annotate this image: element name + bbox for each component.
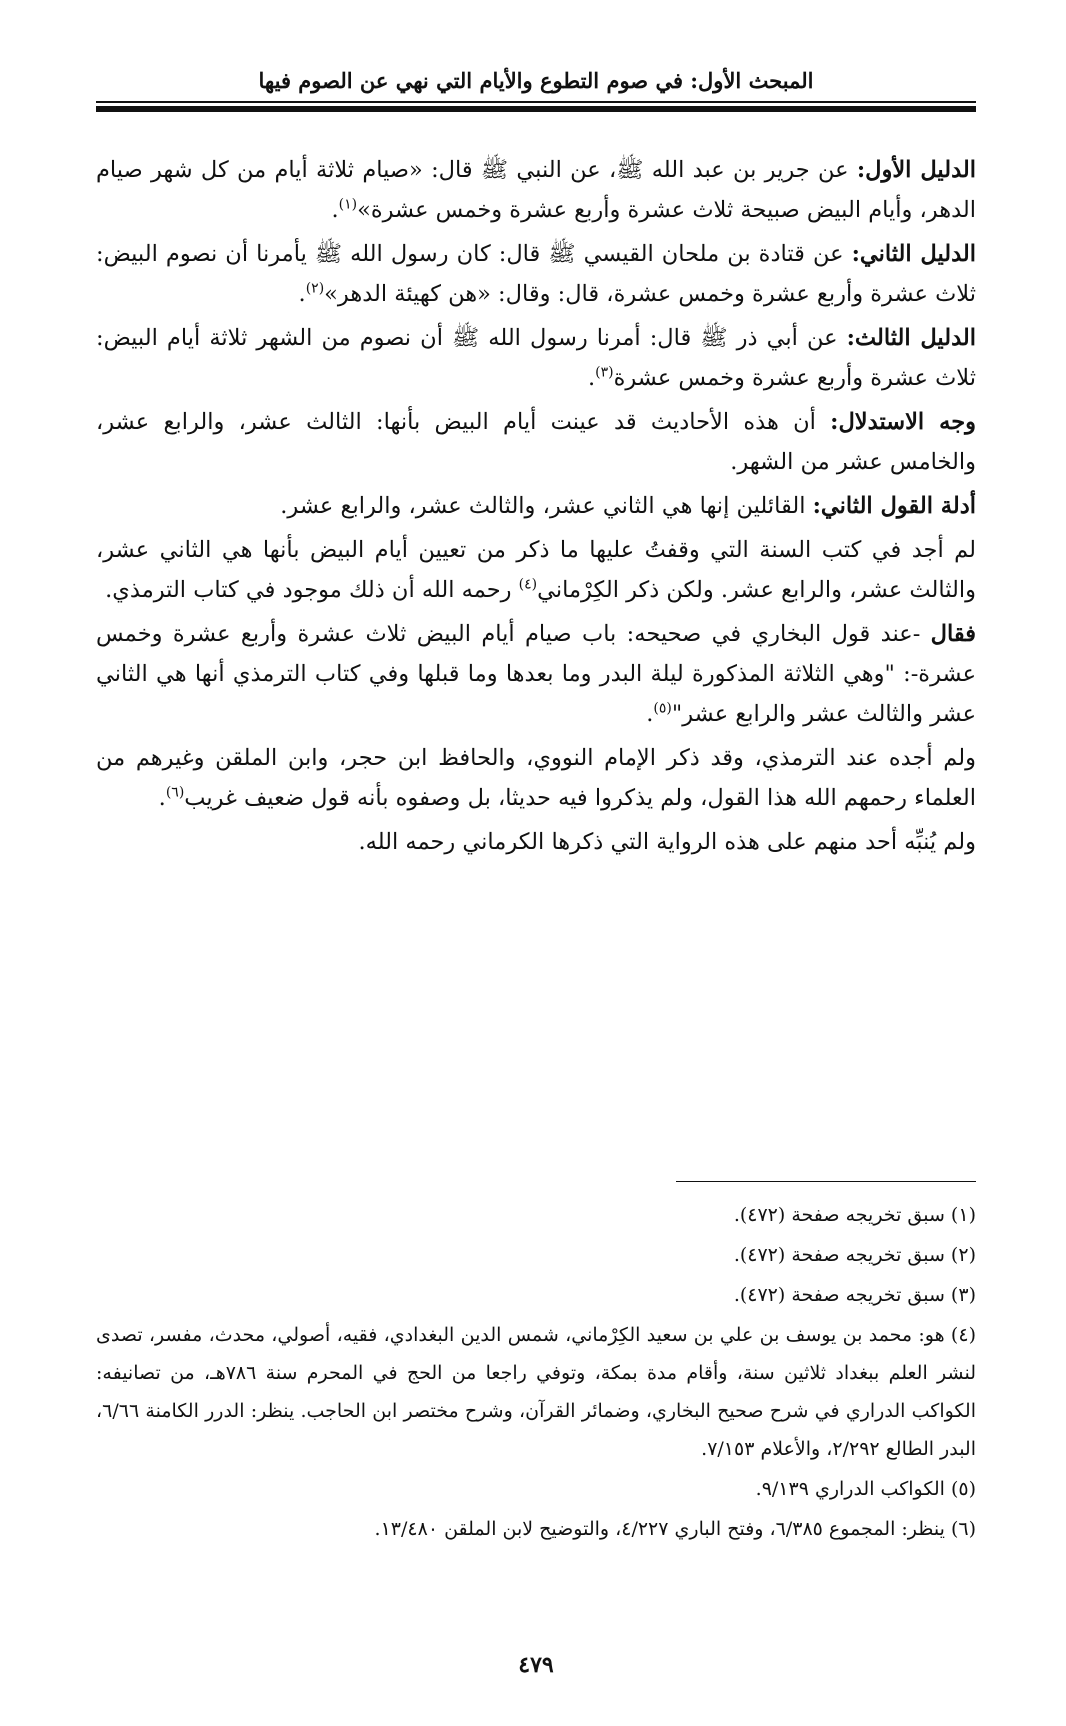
footnote-ref: (٣) [595, 364, 614, 381]
header-rule-thick [96, 106, 976, 112]
paragraph-heading: الدليل الأول: [856, 157, 976, 183]
paragraph-text: عن قتادة بن ملحان القيسي ﷺ قال: كان رسول الله ﷺ يأمرنا أن نصوم البيض: ثلاث عشرة وأربع عشرة وخمس عشرة، قال: وقال: «هن كهيئة الدهر» [96, 241, 976, 307]
paragraph-heading: فقال [930, 621, 976, 647]
paragraph-1 [96, 150, 976, 230]
paragraph-text: عن أبي ذر ﷺ قال: أمرنا رسول الله ﷺ أن نصوم من الشهر ثلاثة أيام البيض: ثلاث عشرة وأربع عشرة وخمس عشرة [96, 325, 976, 391]
paragraph-text: ولم يُنبِّه أحد منهم على هذه الرواية التي ذكرها الكرماني رحمه الله. [358, 829, 976, 855]
paragraph-3 [96, 318, 976, 398]
paragraph-tail: . [587, 365, 596, 391]
paragraph-text: أن هذه الأحاديث قد عينت أيام البيض بأنها: الثالث عشر، والرابع عشر، والخامس عشر من الشهر. [96, 409, 976, 475]
paragraph-7 [96, 614, 976, 734]
footnote-separator [676, 1181, 976, 1182]
page-number: ٤٧٩ [518, 1652, 554, 1678]
paragraph-heading: الدليل الثاني: [851, 241, 976, 267]
footnote-3: (٣) سبق تخريجه صفحة (٤٧٢). [733, 1284, 976, 1306]
paragraph-6 [96, 530, 976, 610]
paragraph-5 [96, 486, 976, 526]
footnote-ref: (٦) [165, 784, 185, 801]
paragraph-heading: الدليل الثالث: [846, 325, 976, 351]
footnote-ref: (١) [338, 196, 358, 213]
paragraph-9 [96, 822, 976, 862]
footnote-5: (٥) الكواكب الدراري ٩/١٣٩. [755, 1478, 976, 1500]
paragraph-text: ولم أجده عند الترمذي، وقد ذكر الإمام النووي، والحافظ ابن حجر، وابن الملقن وغيرهم من العلماء رحمهم الله هذا القول، ولم يذكروا فيه حديثا، بل وصفوه بأنه قول ضعيف غريب [96, 745, 976, 811]
paragraph-tail: . [298, 281, 306, 307]
header-rule-thin [96, 101, 976, 103]
paragraph-tail: . [331, 197, 339, 223]
paragraph-text: القائلين إنها هي الثاني عشر، والثالث عشر، والرابع عشر. [280, 493, 813, 519]
paragraph-text: -عند قول البخاري في صحيحه: باب صيام أيام البيض ثلاث عشرة وأربع عشرة وخمس عشرة-: "وهي الثلاثة المذكورة ليلة البدر وما بعدها وما قبلها وفي كتاب الترمذي أنها هي الثاني عشر والثالث عشر والرابع عشر" [96, 621, 976, 727]
footnote-2: (٢) سبق تخريجه صفحة (٤٧٢). [733, 1244, 976, 1266]
main-text [96, 150, 976, 866]
paragraph-heading: أدلة القول الثاني: [812, 493, 976, 519]
paragraph-4 [96, 402, 976, 482]
paragraph-tail: . [646, 701, 654, 727]
footnote-ref: (٥) [653, 700, 672, 717]
footnote-ref: (٢) [305, 280, 325, 297]
paragraph-text: عن جرير بن عبد الله ﷺ، عن النبي ﷺ قال: «صيام ثلاثة أيام من كل شهر صيام الدهر، وأيام البيض صبيحة ثلاث عشرة وأربع عشرة وخمس عشرة» [96, 157, 976, 223]
paragraph-tail: رحمه الله أن ذلك موجود في كتاب الترمذي. [105, 577, 519, 603]
paragraph-2 [96, 234, 976, 314]
running-header: المبحث الأول: في صوم التطوع والأيام التي نهي عن الصوم فيها [258, 68, 814, 93]
footnote-6: (٦) ينظر: المجموع ٦/٣٨٥، وفتح الباري ٤/٢٢٧، والتوضيح لابن الملقن ١٣/٤٨٠. [374, 1518, 976, 1540]
paragraph-8 [96, 738, 976, 818]
footnotes [96, 1196, 976, 1550]
footnote-4: (٤) هو: محمد بن يوسف بن علي بن سعيد الكِرْماني، شمس الدين البغدادي، فقيه، أصولي، محدث، مفسر، تصدى لنشر العلم ببغداد ثلاثين سنة، وأقام مدة بمكة، وتوفي راجعا من الحج في المحرم سنة ٧٨٦هـ، من تصانيفه: الكواكب الدراري في شرح صحيح البخاري، وضمائر القرآن، وشرح مختصر ابن الحاجب. ينظر: الدرر الكامنة ٦/٦٦، البدر الطالع ٢/٢٩٢، والأعلام ٧/١٥٣. [96, 1324, 976, 1460]
footnote-1: (١) سبق تخريجه صفحة (٤٧٢). [733, 1204, 976, 1226]
paragraph-heading: وجه الاستدلال: [830, 409, 976, 435]
paragraph-tail: . [158, 785, 166, 811]
paragraph-text: لم أجد في كتب السنة التي وقفتُ عليها ما ذكر من تعيين أيام البيض بأنها هي الثاني عشر، والثالث عشر، والرابع عشر. ولكن ذكر الكِرْماني [96, 537, 976, 603]
footnote-ref: (٤) [518, 576, 538, 593]
